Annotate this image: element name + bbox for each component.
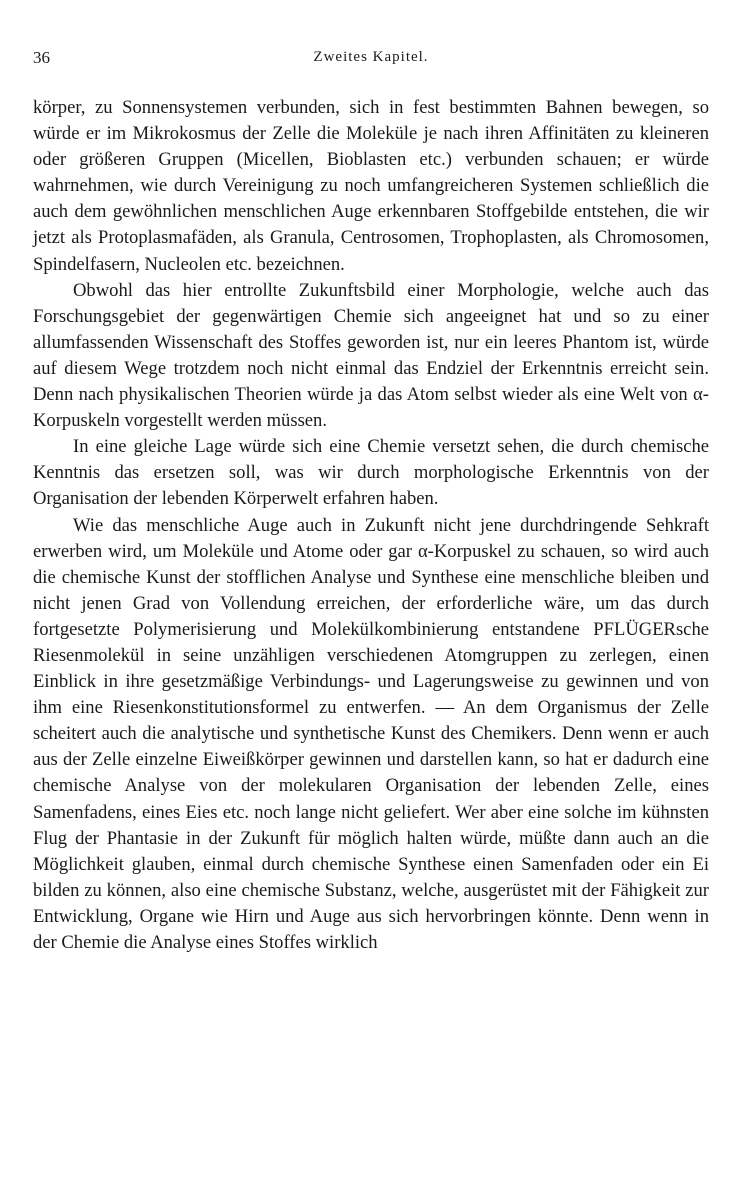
body-text	[33, 95, 709, 956]
paragraph-2: Obwohl das hier entrollte Zukunftsbild einer Morphologie, welche auch das Forschungsgebiet der gegenwärtigen Chemie sich angeeignet hat und so zu einer allumfassenden Wissenschaft des Stoffes geworden ist, nur ein leeres Phantom ist, würde auf diesem Wege trotzdem noch nicht einmal das Endziel der Erkenntnis erreicht sein. Denn nach physikalischen Theorien würde ja das Atom selbst wieder als eine Welt von α-Korpuskeln vorgestellt werden müssen.	[33, 279, 709, 432]
paragraph-4: Wie das menschliche Auge auch in Zukunft nicht jene durchdringende Sehkraft erwerben wird, um Moleküle und Atome oder gar α-Korpuskel zu schauen, so wird auch die chemische Kunst der stofflichen Analyse und Synthese eine menschliche bleiben und nicht jenen Grad von Vollendung erreichen, der erforderliche wäre, um das durch fortgesetzte Polymerisierung und Molekülkombinierung entstandene PFLÜGERsche Riesenmolekül in seine unzähligen verschiedenen Atomgruppen zu zerlegen, einen Einblick in ihre gesetzmäßige Verbindungs- und Lagerungsweise zu gewinnen und von ihm eine Riesenkonstitutionsformel zu entwerfen. — An dem Organismus der Zelle scheitert auch die analytische und synthetische Kunst des Chemikers. Denn wenn er auch aus der Zelle einzelne Eiweißkörper gewinnen und darstellen kann, so hat er dadurch eine chemische Analyse von der molekularen Organisation der lebenden Zelle, eines Samenfadens, eines Eies etc. noch lange nicht geliefert. Wer aber eine solche im kühnsten Flug der Phantasie in der Zukunft für möglich halten würde, müßte dann auch an die Möglichkeit glauben, einmal durch chemische Synthese einen Samenfaden oder ein Ei bilden zu können, also eine chemische Substanz, welche, ausgerüstet mit der Fähigkeit zur Entwicklung, Organe wie Hirn und Auge aus sich hervorbringen könnte. Denn wenn in der Chemie die Analyse eines Stoffes wirklich	[33, 514, 709, 953]
paragraph-1: körper, zu Sonnensystemen verbunden, sich in fest bestimmten Bahnen bewegen, so würde er im Mikrokosmus der Zelle die Moleküle je nach ihren Affinitäten zu kleineren oder größeren Gruppen (Micellen, Bioblasten etc.) verbunden schauen; er würde wahrnehmen, wie durch Vereinigung zu noch umfangreicheren Systemen schließlich die auch dem gewöhnlichen menschlichen Auge erkennbaren Stoffgebilde entstehen, die wir jetzt als Protoplasmafäden, als Granula, Centrosomen, Trophoplasten, als Chromosomen, Spindelfasern, Nucleolen etc. bezeichnen.	[33, 97, 709, 275]
running-head: Zweites Kapitel.	[313, 49, 429, 65]
page-number: 36	[33, 48, 50, 67]
paragraph-3: In eine gleiche Lage würde sich eine Chemie versetzt sehen, die durch chemische Kenntnis das ersetzen soll, was wir durch morphologische Erkenntnis von der Organisation der lebenden Körperwelt erfahren haben.	[33, 436, 709, 510]
page-header	[33, 48, 709, 76]
